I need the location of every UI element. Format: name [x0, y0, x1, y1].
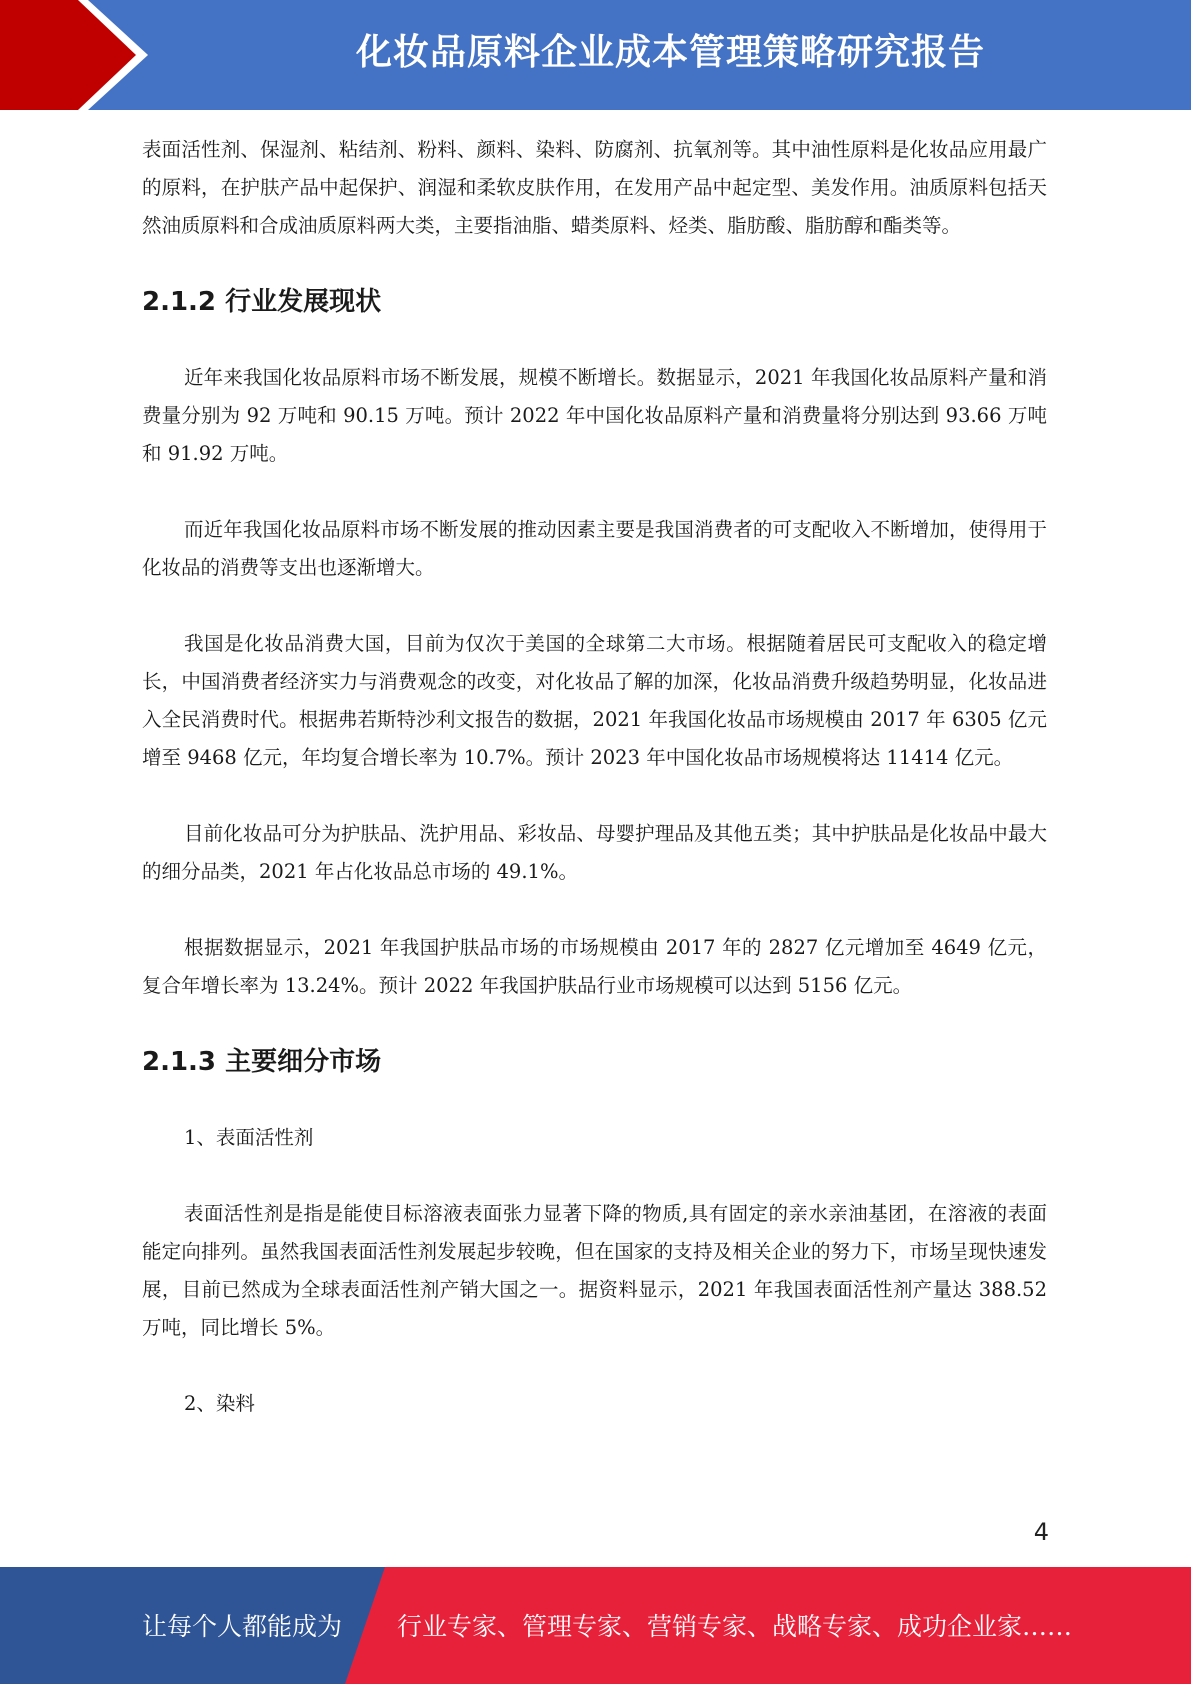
paragraph: 而近年我国化妆品原料市场不断发展的推动因素主要是我国消费者的可支配收入不断增加，使得用于化妆品的消费等支出也逐渐增大。 [142, 518, 1047, 579]
footer-slogan-left: 让每个人都能成为 [142, 1612, 343, 1641]
footer-slogan-right: 行业专家、管理专家、营销专家、战略专家、成功企业家…… [397, 1612, 1073, 1641]
page-footer [0, 1567, 1191, 1684]
main-content [142, 131, 1047, 1423]
intro-paragraph: 表面活性剂、保湿剂、粘结剂、粉料、颜料、染料、防腐剂、抗氧剂等。其中油性原料是化妆品应用最广的原料，在护肤产品中起保护、润湿和柔软皮肤作用，在发用产品中起定型、美发作用。油质原料包括天然油质原料和合成油质原料两大类，主要指油脂、蜡类原料、烃类、脂肪酸、脂肪醇和酯类等。 [142, 138, 1047, 237]
page-number: 4 [1033, 1518, 1049, 1546]
section-heading-2-1-3: 2.1.3 主要细分市场 [142, 1047, 382, 1077]
list-item-label: 1、表面活性剂 [184, 1126, 314, 1149]
page-header [0, 0, 1191, 110]
paragraph: 近年来我国化妆品原料市场不断发展，规模不断增长。数据显示，2021 年我国化妆品原料产量和消费量分别为 92 万吨和 90.15 万吨。预计 2022 年中国化妆品原料产量和消费量将分别达到 93.66 万吨和 91.92 万吨。 [142, 366, 1047, 465]
header-arrow-icon [0, 0, 160, 110]
paragraph: 根据数据显示，2021 年我国护肤品市场的市场规模由 2017 年的 2827 亿元增加至 4649 亿元，复合年增长率为 13.24%。预计 2022 年我国护肤品行业市场规模可以达到 5156 亿元。 [142, 936, 1047, 997]
paragraph: 目前化妆品可分为护肤品、洗护用品、彩妆品、母婴护理品及其他五类；其中护肤品是化妆品中最大的细分品类，2021 年占化妆品总市场的 49.1%。 [142, 822, 1047, 883]
section-heading-2-1-2: 2.1.2 行业发展现状 [142, 287, 382, 317]
paragraph: 我国是化妆品消费大国，目前为仅次于美国的全球第二大市场。根据随着居民可支配收入的稳定增长，中国消费者经济实力与消费观念的改变，对化妆品了解的加深，化妆品消费升级趋势明显，化妆品进入全民消费时代。根据弗若斯特沙利文报告的数据，2021 年我国化妆品市场规模由 2017 年 6305 亿元增至 9468 亿元，年均复合增长率为 10.7%。预计 2023 年中国化妆品市场规模将达 11414 亿元。 [142, 632, 1047, 769]
list-item-label: 2、染料 [184, 1392, 255, 1415]
report-title: 化妆品原料企业成本管理策略研究报告 [355, 32, 985, 73]
paragraph: 表面活性剂是指是能使目标溶液表面张力显著下降的物质,具有固定的亲水亲油基团，在溶液的表面能定向排列。虽然我国表面活性剂发展起步较晚，但在国家的支持及相关企业的努力下，市场呈现快速发展，目前已然成为全球表面活性剂产销大国之一。据资料显示，2021 年我国表面活性剂产量达 388.52 万吨，同比增长 5%。 [142, 1202, 1047, 1339]
